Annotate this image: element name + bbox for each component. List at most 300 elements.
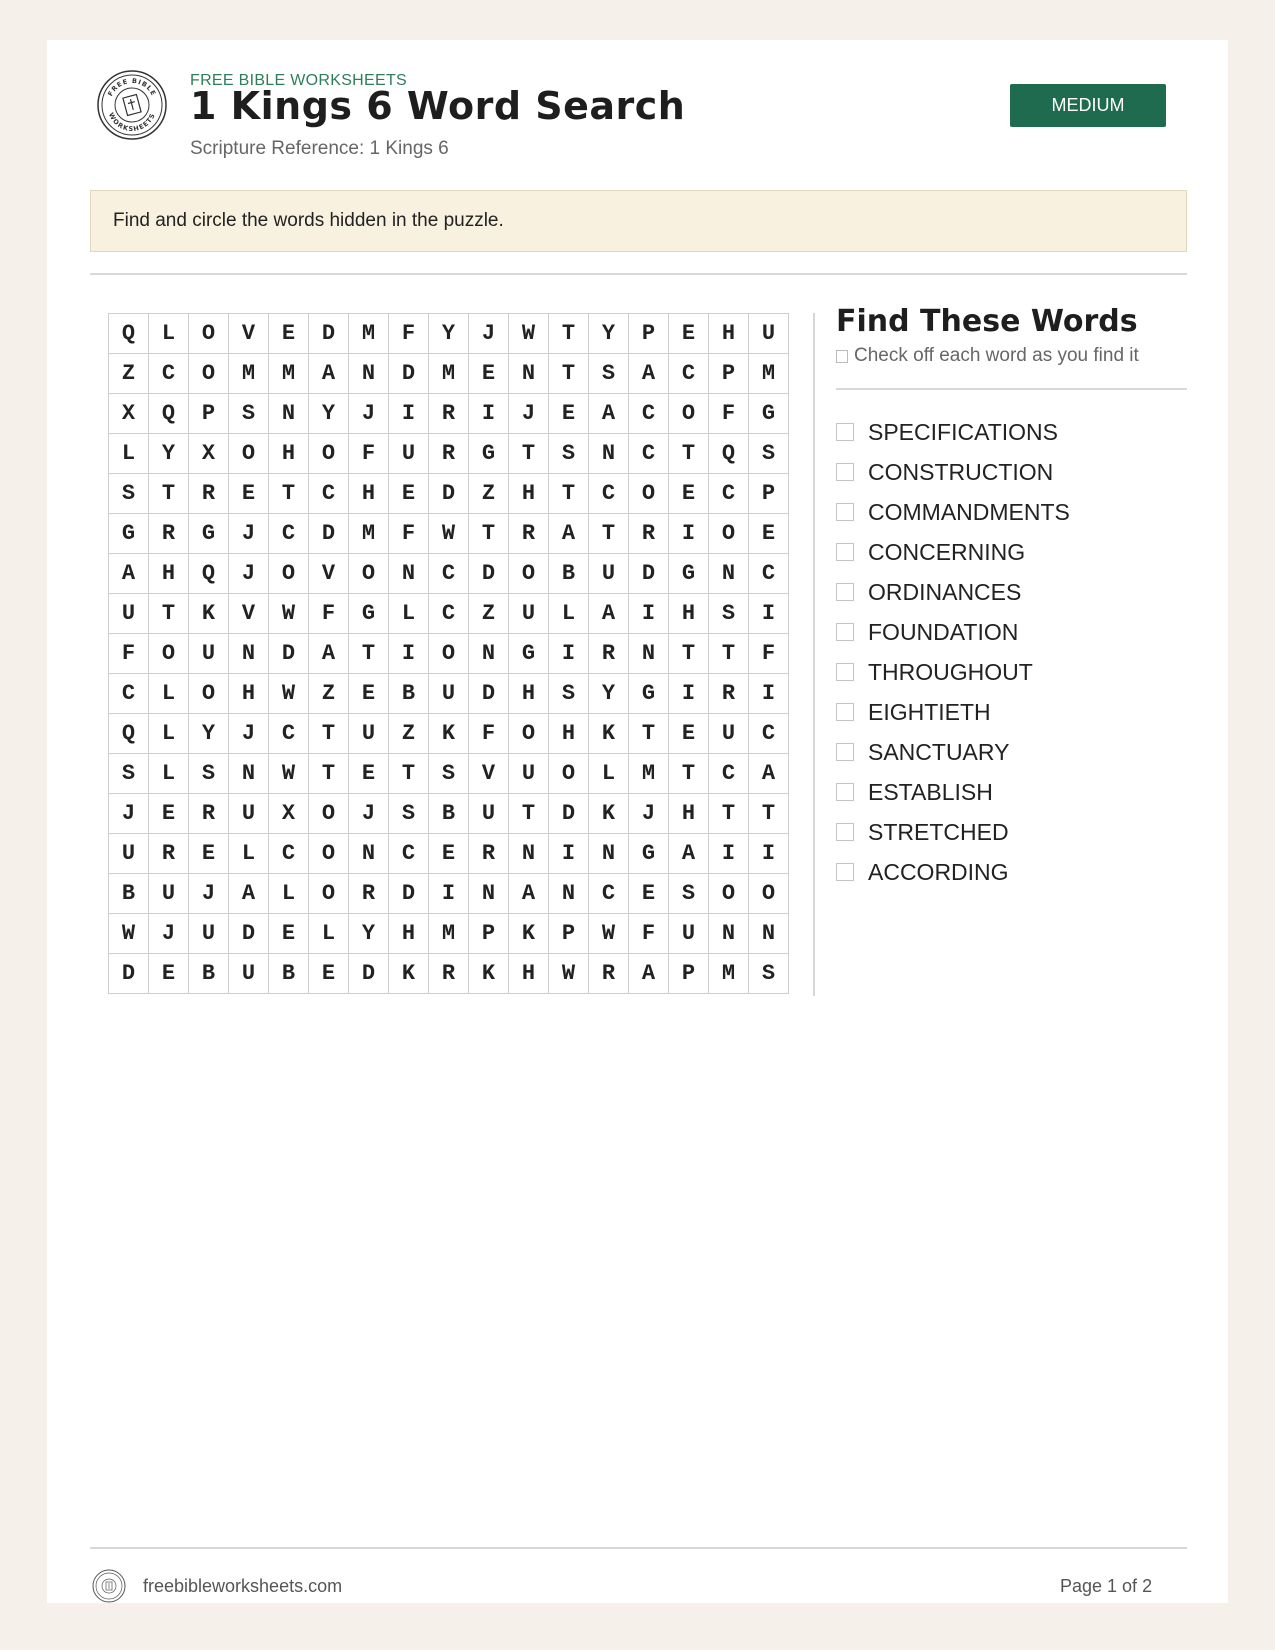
grid-cell: O <box>309 434 349 474</box>
grid-cell: C <box>629 394 669 434</box>
grid-cell: Y <box>589 314 629 354</box>
section-divider <box>90 273 1187 275</box>
grid-cell: S <box>389 794 429 834</box>
grid-cell: Z <box>109 354 149 394</box>
grid-cell: M <box>429 914 469 954</box>
grid-cell: O <box>349 554 389 594</box>
word-checkbox[interactable] <box>836 423 854 441</box>
grid-cell: R <box>709 674 749 714</box>
grid-cell: L <box>389 594 429 634</box>
word-list-item <box>836 692 1070 732</box>
grid-cell: E <box>429 834 469 874</box>
grid-cell: R <box>509 514 549 554</box>
grid-cell: N <box>709 914 749 954</box>
grid-cell: U <box>509 754 549 794</box>
grid-cell: G <box>629 834 669 874</box>
grid-cell: E <box>669 474 709 514</box>
grid-cell: V <box>469 754 509 794</box>
grid-cell: K <box>389 954 429 994</box>
grid-cell: O <box>309 874 349 914</box>
grid-cell: E <box>269 914 309 954</box>
grid-cell: C <box>749 714 789 754</box>
grid-cell: K <box>469 954 509 994</box>
word-label: THROUGHOUT <box>868 658 1033 685</box>
grid-cell: F <box>349 434 389 474</box>
grid-cell: P <box>549 914 589 954</box>
word-list-hint <box>836 345 1139 367</box>
grid-cell: T <box>629 714 669 754</box>
word-label: CONSTRUCTION <box>868 458 1054 485</box>
grid-cell: S <box>109 754 149 794</box>
word-list-item <box>836 532 1070 572</box>
column-divider <box>813 313 815 996</box>
grid-cell: C <box>589 474 629 514</box>
grid-cell: R <box>429 434 469 474</box>
grid-cell: Z <box>469 594 509 634</box>
grid-cell: N <box>389 554 429 594</box>
grid-cell: T <box>709 634 749 674</box>
grid-cell: E <box>549 394 589 434</box>
grid-cell: R <box>589 954 629 994</box>
word-checkbox[interactable] <box>836 703 854 721</box>
grid-cell: C <box>269 714 309 754</box>
grid-cell: E <box>389 474 429 514</box>
grid-cell: N <box>469 634 509 674</box>
grid-cell: J <box>509 394 549 434</box>
grid-cell: X <box>269 794 309 834</box>
grid-cell: M <box>349 314 389 354</box>
grid-cell: O <box>189 314 229 354</box>
grid-cell: P <box>189 394 229 434</box>
grid-cell: L <box>149 754 189 794</box>
logo-seal-icon <box>96 69 168 141</box>
grid-cell: X <box>189 434 229 474</box>
grid-cell: C <box>709 474 749 514</box>
grid-cell: S <box>229 394 269 434</box>
grid-cell: B <box>269 954 309 994</box>
grid-cell: H <box>509 474 549 514</box>
word-label: ORDINANCES <box>868 578 1022 605</box>
grid-cell: S <box>429 754 469 794</box>
grid-cell: S <box>669 874 709 914</box>
grid-cell: C <box>309 474 349 514</box>
grid-cell: C <box>269 514 309 554</box>
grid-cell: D <box>389 354 429 394</box>
grid-cell: R <box>189 794 229 834</box>
grid-cell: E <box>669 314 709 354</box>
grid-cell: H <box>509 674 549 714</box>
word-checkbox[interactable] <box>836 623 854 641</box>
grid-cell: B <box>549 554 589 594</box>
grid-cell: A <box>549 514 589 554</box>
grid-cell: I <box>669 674 709 714</box>
grid-cell: O <box>709 514 749 554</box>
grid-cell: I <box>549 634 589 674</box>
grid-cell: N <box>229 754 269 794</box>
grid-cell: N <box>509 834 549 874</box>
grid-cell: I <box>669 514 709 554</box>
grid-cell: A <box>509 874 549 914</box>
grid-cell: I <box>749 674 789 714</box>
grid-cell: T <box>589 514 629 554</box>
word-list <box>836 412 1070 892</box>
word-label: COMMANDMENTS <box>868 498 1070 525</box>
grid-cell: L <box>589 754 629 794</box>
grid-cell: O <box>509 554 549 594</box>
grid-cell: S <box>549 434 589 474</box>
word-label: ACCORDING <box>868 858 1009 885</box>
grid-cell: O <box>309 834 349 874</box>
grid-cell: K <box>429 714 469 754</box>
grid-cell: O <box>749 874 789 914</box>
word-list-divider <box>836 388 1187 390</box>
grid-cell: E <box>229 474 269 514</box>
grid-cell: R <box>349 874 389 914</box>
grid-cell: F <box>389 514 429 554</box>
grid-cell: U <box>189 914 229 954</box>
grid-cell: A <box>229 874 269 914</box>
word-label: SANCTUARY <box>868 738 1010 765</box>
grid-cell: M <box>229 354 269 394</box>
grid-cell: W <box>109 914 149 954</box>
grid-cell: L <box>309 914 349 954</box>
grid-cell: L <box>149 674 189 714</box>
word-checkbox[interactable] <box>836 543 854 561</box>
grid-cell: F <box>309 594 349 634</box>
grid-cell: Y <box>309 394 349 434</box>
grid-cell: N <box>589 434 629 474</box>
grid-cell: A <box>589 394 629 434</box>
brand-label: FREE BIBLE WORKSHEETS <box>190 72 408 89</box>
grid-cell: J <box>349 394 389 434</box>
grid-cell: H <box>149 554 189 594</box>
grid-cell: U <box>469 794 509 834</box>
grid-cell: Z <box>309 674 349 714</box>
grid-cell: I <box>469 394 509 434</box>
grid-cell: N <box>469 874 509 914</box>
grid-cell: O <box>549 754 589 794</box>
grid-cell: G <box>749 394 789 434</box>
grid-cell: S <box>749 954 789 994</box>
grid-cell: L <box>149 314 189 354</box>
grid-cell: R <box>149 834 189 874</box>
grid-cell: M <box>429 354 469 394</box>
word-list-item <box>836 492 1070 532</box>
grid-cell: T <box>669 434 709 474</box>
grid-cell: E <box>309 954 349 994</box>
grid-cell: Y <box>429 314 469 354</box>
grid-cell: A <box>109 554 149 594</box>
grid-cell: M <box>269 354 309 394</box>
grid-cell: D <box>389 874 429 914</box>
grid-cell: W <box>549 954 589 994</box>
grid-cell: M <box>749 354 789 394</box>
grid-cell: N <box>709 554 749 594</box>
grid-cell: A <box>309 634 349 674</box>
grid-cell: R <box>149 514 189 554</box>
grid-cell: N <box>749 914 789 954</box>
grid-cell: D <box>309 514 349 554</box>
grid-cell: F <box>389 314 429 354</box>
grid-cell: E <box>629 874 669 914</box>
word-list-item <box>836 572 1070 612</box>
checkbox-icon <box>836 350 848 363</box>
grid-cell: T <box>389 754 429 794</box>
grid-cell: S <box>749 434 789 474</box>
grid-cell: H <box>349 474 389 514</box>
grid-cell: Z <box>389 714 429 754</box>
grid-cell: C <box>629 434 669 474</box>
grid-cell: O <box>429 634 469 674</box>
grid-cell: G <box>629 674 669 714</box>
grid-cell: Y <box>189 714 229 754</box>
grid-cell: R <box>469 834 509 874</box>
worksheet-header <box>47 40 1228 190</box>
grid-cell: R <box>429 394 469 434</box>
grid-cell: C <box>429 554 469 594</box>
grid-cell: O <box>229 434 269 474</box>
grid-cell: I <box>629 594 669 634</box>
grid-cell: D <box>269 634 309 674</box>
grid-cell: G <box>669 554 709 594</box>
footer-logo-icon <box>92 1569 126 1603</box>
grid-cell: Q <box>109 714 149 754</box>
grid-cell: J <box>149 914 189 954</box>
grid-cell: F <box>469 714 509 754</box>
grid-cell: K <box>589 714 629 754</box>
grid-cell: T <box>509 434 549 474</box>
grid-cell: V <box>309 554 349 594</box>
grid-cell: H <box>229 674 269 714</box>
grid-cell: L <box>549 594 589 634</box>
grid-cell: D <box>309 314 349 354</box>
grid-cell: B <box>189 954 229 994</box>
grid-cell: Q <box>149 394 189 434</box>
word-label: FOUNDATION <box>868 618 1019 645</box>
grid-cell: B <box>429 794 469 834</box>
grid-cell: C <box>589 874 629 914</box>
grid-cell: A <box>589 594 629 634</box>
grid-cell: T <box>309 714 349 754</box>
grid-cell: U <box>349 714 389 754</box>
grid-cell: U <box>149 874 189 914</box>
grid-cell: U <box>229 954 269 994</box>
grid-cell: V <box>229 594 269 634</box>
grid-cell: W <box>429 514 469 554</box>
footer-website: freebibleworksheets.com <box>143 1576 343 1596</box>
grid-cell: P <box>749 474 789 514</box>
grid-cell: U <box>189 634 229 674</box>
grid-cell: N <box>629 634 669 674</box>
grid-cell: W <box>269 674 309 714</box>
difficulty-badge: MEDIUM <box>1010 84 1166 127</box>
grid-cell: C <box>389 834 429 874</box>
grid-cell: K <box>589 794 629 834</box>
grid-cell: J <box>229 714 269 754</box>
grid-cell: L <box>229 834 269 874</box>
page-title: 1 Kings 6 Word Search <box>190 84 686 128</box>
worksheet-page <box>47 40 1228 1603</box>
footer-divider <box>90 1547 1187 1549</box>
grid-cell: E <box>349 674 389 714</box>
grid-cell: W <box>589 914 629 954</box>
grid-cell: H <box>669 594 709 634</box>
grid-cell: P <box>469 914 509 954</box>
grid-cell: Z <box>469 474 509 514</box>
grid-cell: R <box>629 514 669 554</box>
grid-cell: T <box>149 594 189 634</box>
grid-cell: B <box>389 674 429 714</box>
grid-cell: D <box>629 554 669 594</box>
grid-cell: C <box>109 674 149 714</box>
grid-cell: L <box>269 874 309 914</box>
grid-cell: J <box>229 554 269 594</box>
grid-cell: U <box>389 434 429 474</box>
grid-cell: I <box>429 874 469 914</box>
grid-cell: I <box>709 834 749 874</box>
grid-cell: C <box>749 554 789 594</box>
grid-cell: E <box>349 754 389 794</box>
word-list-item <box>836 652 1070 692</box>
grid-cell: J <box>229 514 269 554</box>
grid-cell: E <box>149 794 189 834</box>
grid-cell: G <box>349 594 389 634</box>
grid-cell: I <box>749 594 789 634</box>
grid-cell: G <box>469 434 509 474</box>
word-checkbox[interactable] <box>836 863 854 881</box>
word-list-title: Find These Words <box>836 304 1138 339</box>
grid-cell: T <box>709 794 749 834</box>
grid-cell: K <box>509 914 549 954</box>
word-label: SPECIFICATIONS <box>868 418 1058 445</box>
grid-cell: T <box>549 314 589 354</box>
grid-cell: Q <box>189 554 229 594</box>
grid-cell: F <box>629 914 669 954</box>
grid-cell: E <box>269 314 309 354</box>
grid-cell: E <box>149 954 189 994</box>
grid-cell: H <box>709 314 749 354</box>
grid-cell: N <box>549 874 589 914</box>
grid-cell: T <box>669 754 709 794</box>
grid-cell: T <box>349 634 389 674</box>
grid-cell: U <box>709 714 749 754</box>
grid-cell: T <box>149 474 189 514</box>
word-checkbox[interactable] <box>836 583 854 601</box>
grid-cell: C <box>709 754 749 794</box>
grid-cell: A <box>669 834 709 874</box>
word-search-grid <box>108 313 789 994</box>
page-number: Page 1 of 2 <box>1060 1576 1153 1596</box>
grid-cell: W <box>269 754 309 794</box>
grid-cell: D <box>349 954 389 994</box>
grid-cell: O <box>629 474 669 514</box>
grid-cell: Y <box>349 914 389 954</box>
word-label: STRETCHED <box>868 818 1009 845</box>
grid-cell: I <box>549 834 589 874</box>
grid-cell: T <box>469 514 509 554</box>
grid-cell: M <box>709 954 749 994</box>
grid-cell: N <box>589 834 629 874</box>
word-checkbox[interactable] <box>836 663 854 681</box>
grid-cell: O <box>269 554 309 594</box>
grid-cell: V <box>229 314 269 354</box>
grid-cell: S <box>189 754 229 794</box>
grid-cell: A <box>749 754 789 794</box>
word-list-item <box>836 612 1070 652</box>
grid-cell: I <box>749 834 789 874</box>
grid-cell: G <box>509 634 549 674</box>
grid-cell: O <box>309 794 349 834</box>
grid-cell: J <box>189 874 229 914</box>
grid-cell: C <box>669 354 709 394</box>
grid-cell: J <box>469 314 509 354</box>
grid-cell: O <box>189 674 229 714</box>
grid-cell: D <box>429 474 469 514</box>
word-checkbox[interactable] <box>836 503 854 521</box>
word-checkbox[interactable] <box>836 743 854 761</box>
grid-cell: U <box>509 594 549 634</box>
grid-cell: F <box>109 634 149 674</box>
grid-cell: C <box>149 354 189 394</box>
grid-cell: E <box>749 514 789 554</box>
grid-cell: R <box>589 634 629 674</box>
grid-cell: U <box>109 594 149 634</box>
word-checkbox[interactable] <box>836 823 854 841</box>
grid-cell: E <box>669 714 709 754</box>
grid-cell: H <box>269 434 309 474</box>
word-list-item <box>836 852 1070 892</box>
grid-cell: S <box>589 354 629 394</box>
grid-cell: U <box>429 674 469 714</box>
grid-cell: A <box>309 354 349 394</box>
grid-cell: E <box>469 354 509 394</box>
grid-cell: P <box>629 314 669 354</box>
grid-cell: U <box>109 834 149 874</box>
word-checkbox[interactable] <box>836 783 854 801</box>
grid-cell: D <box>229 914 269 954</box>
grid-cell: E <box>189 834 229 874</box>
grid-cell: Q <box>709 434 749 474</box>
grid-cell: A <box>629 354 669 394</box>
word-list-item <box>836 452 1070 492</box>
word-label: EIGHTIETH <box>868 698 991 725</box>
grid-cell: C <box>269 834 309 874</box>
grid-cell: F <box>709 394 749 434</box>
word-list-item <box>836 812 1070 852</box>
grid-cell: B <box>109 874 149 914</box>
grid-cell: D <box>469 554 509 594</box>
grid-cell: M <box>629 754 669 794</box>
grid-cell: Y <box>149 434 189 474</box>
grid-cell: M <box>349 514 389 554</box>
grid-cell: X <box>109 394 149 434</box>
grid-cell: W <box>509 314 549 354</box>
grid-cell: D <box>549 794 589 834</box>
grid-cell: N <box>229 634 269 674</box>
grid-cell: N <box>349 354 389 394</box>
word-list-hint-text: Check off each word as you find it <box>854 345 1139 366</box>
grid-cell: T <box>549 474 589 514</box>
grid-cell: J <box>109 794 149 834</box>
word-checkbox[interactable] <box>836 463 854 481</box>
grid-cell: O <box>149 634 189 674</box>
grid-cell: L <box>109 434 149 474</box>
grid-cell: T <box>509 794 549 834</box>
grid-cell: C <box>429 594 469 634</box>
word-label: CONCERNING <box>868 538 1026 565</box>
grid-cell: J <box>629 794 669 834</box>
scripture-reference: Scripture Reference: 1 Kings 6 <box>190 138 449 159</box>
